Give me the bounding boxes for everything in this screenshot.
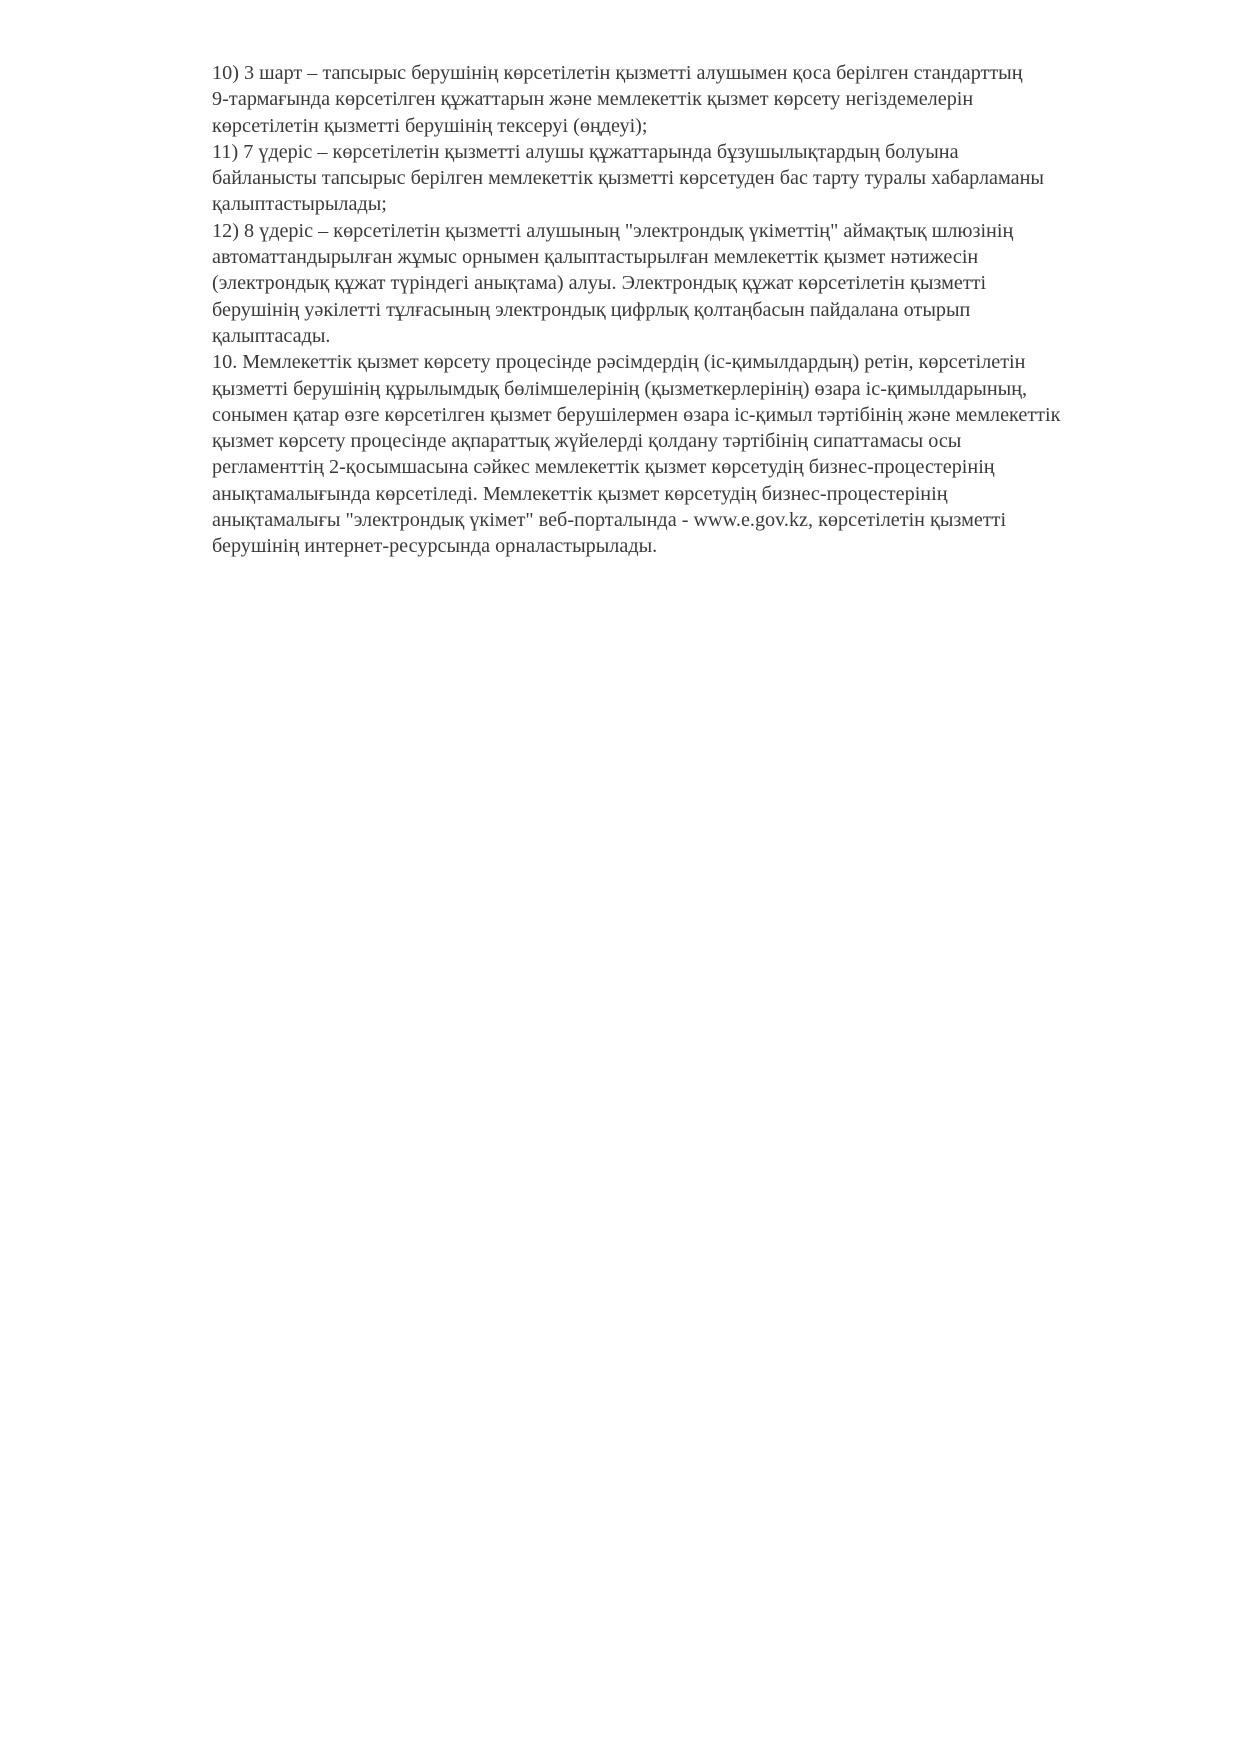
- text-line: 11) 7 үдеріс – көрсетілетін қызметті алушы құжаттарында бұзушылықтардың болуына: [212, 140, 959, 163]
- text-line: қалыптасады.: [212, 324, 331, 347]
- text-line: қызметті берушінің құрылымдық бөлімшелерінің (қызметкерлерінің) өзара іс-қимылдарының,: [212, 377, 1028, 400]
- text-line: анықтамалығында көрсетіледі. Мемлекеттік қызмет көрсетудің бизнес-процестерінің: [212, 482, 948, 505]
- paragraph-section-10: [177, 349, 1145, 559]
- text-line: 10) 3 шарт – тапсырыс берушінің көрсетілетін қызметті алушымен қоса берілген стандарттың: [212, 62, 1023, 84]
- text-line: көрсетілетін қызметті берушінің тексеруі (өңдеуі);: [212, 114, 648, 137]
- text-line: сонымен қатар өзге көрсетілген қызмет берушілермен өзара іс-қимыл тәртібінің және мемлекеттік: [212, 403, 1061, 426]
- text-line: 9-тармағында көрсетілген құжаттарын және мемлекеттік қызмет көрсету негіздемелерін: [212, 88, 974, 111]
- paragraph-item-10: [177, 60, 1145, 139]
- paragraph-item-11: [177, 139, 1145, 218]
- text-line: 10. Мемлекеттік қызмет көрсету процесінде рәсімдердің (іс-қимылдардың) ретін, көрсетілетін: [212, 351, 1026, 374]
- text-line: регламенттің 2-қосымшасына сәйкес мемлекеттік қызмет көрсетудің бизнес-процестерінің: [212, 456, 995, 479]
- paragraph-item-12: [177, 218, 1145, 349]
- text-line: автоматтандырылған жұмыс орнымен қалыптастырылған мемлекеттік қызмет нәтижесін: [212, 246, 979, 269]
- text-line: қалыптастырылады;: [212, 193, 387, 216]
- text-line: байланысты тапсырыс берілген мемлекеттік қызметті көрсетуден бас тарту туралы хабарламаны: [212, 167, 1044, 190]
- text-line: (электрондық құжат түріндегі анықтама) алуы. Электрондық құжат көрсетілетін қызметті: [212, 272, 987, 295]
- text-line: берушінің интернет-ресурсында орналастырылады.: [212, 535, 658, 558]
- document-body: [177, 60, 1145, 560]
- text-line: қызмет көрсету процесінде ақпараттық жүйелерді қолдану тәртібінің сипаттамасы осы: [212, 430, 962, 453]
- text-line: 12) 8 үдеріс – көрсетілетін қызметті алушының "электрондық үкіметтің" аймақтық шлюзінің: [212, 219, 1014, 242]
- text-line: берушінің уәкілетті тұлғасының электрондық цифрлық қолтаңбасын пайдалана отырып: [212, 298, 971, 321]
- text-line: анықтамалығы "электрондық үкімет" веб-порталында - www.e.gov.kz, көрсетілетін қызметті: [212, 509, 1007, 532]
